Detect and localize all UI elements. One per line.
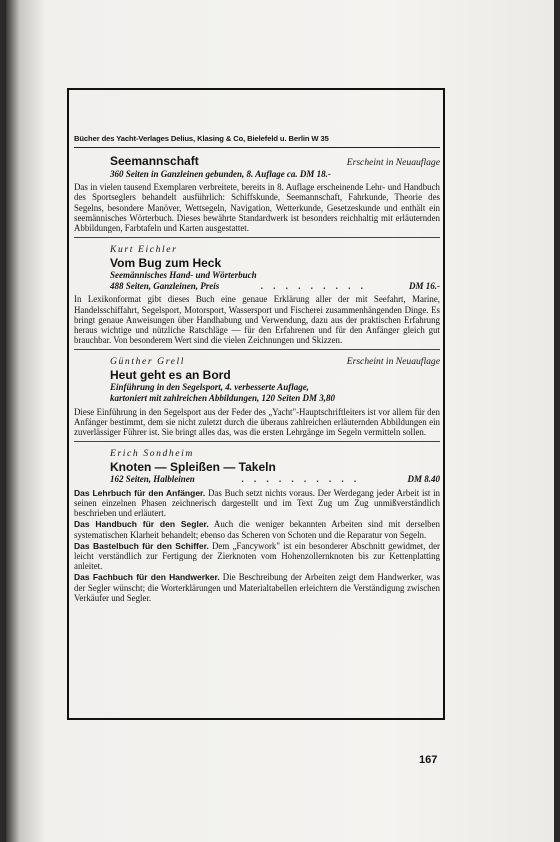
book-title: Heut geht es an Bord — [110, 368, 231, 383]
book-title: Knoten — Spleißen — Takeln — [110, 460, 276, 475]
book-title: Seemannschaft — [110, 153, 199, 168]
feature-text: Auch die weniger bekannten Arbeiten sind mit derselben systematischen Klarheit behandelt; ebenso das Scheren von Schoten und die Reparatur von Segeln. — [74, 519, 440, 540]
entry-divider — [74, 349, 440, 350]
book-subtitle: Einführung in den Segelsport, 4. verbesserte Auflage, — [110, 382, 309, 393]
book-details: 162 Seiten, Halbleinen — [110, 474, 195, 485]
leader-dots: . . . . . . . . . — [261, 280, 368, 291]
feature-text: Die Beschreibung der Arbeiten zeigt dem Handwerker, was der Segler wünscht; die Worterklärungen und Materialtabellen erleichtern die Verständigung zwischen Verkäufer und Segler. — [74, 572, 440, 603]
book-entry-seemannschaft — [74, 154, 440, 233]
page-content — [74, 134, 440, 603]
feature-lead: Das Fachbuch für den Handwerker. — [74, 572, 220, 583]
book-price: DM 16.- — [409, 280, 440, 291]
leader-dots: . . . . . . . . . . — [241, 474, 361, 485]
book-title: Vom Bug zum Heck — [110, 256, 222, 271]
publisher-header: Bücher des Yacht-Verlages Delius, Klasing & Co, Bielefeld u. Berlin W 35 — [74, 134, 329, 143]
book-details: kartoniert mit zahlreichen Abbildungen, 120 Seiten DM 3,80 — [110, 393, 335, 403]
book-description: Das in vielen tausend Exemplaren verbreitete, bereits in 8. Auflage erscheinende Lehr- und Handbuch des Sportseglers behandelt ausführlich: Schiffskunde, Seemannschaft, Fahrkunde, Theorie des Segelns, besondere Manöver, Wettsegeln, Navigation, Wetterkunde, Gesetzeskunde und enthält ein seemännisches Wörterbuch. Dieses bewährte Standardwerk ist besonders reichhaltig mit erläuternden Abbildungen, Farbtafeln und Karten ausgestattet. — [74, 182, 440, 233]
entry-divider — [74, 441, 440, 442]
feature-lead: Das Handbuch für den Segler. — [74, 519, 209, 530]
book-subtitle: Seemännisches Hand- und Wörterbuch — [110, 270, 257, 281]
book-page — [6, 0, 554, 842]
book-author: Kurt Eichler — [110, 244, 178, 256]
feature-text: Dem „Fancywork" ist ein besonderer Abschnitt gewidmet, der leicht verständlich zur Fertigung der Zierknoten vom Hohenzollernknoten bis zur Kettenplatting anleitet. — [74, 540, 440, 572]
book-details: 488 Seiten, Ganzleinen, Preis — [110, 280, 220, 291]
book-author: Erich Sondheim — [110, 448, 194, 460]
header-rule — [74, 147, 440, 148]
book-description: Diese Einführung in den Segelsport aus der Feder des „Yacht"-Hauptschriftleiters ist vor allem für den Anfänger bestimmt, dem sie nicht zuletzt durch die überaus zahlreichen erläuternden Abbildungen ein zuverlässiger Führer ist. Sie bringt alles das, was die ersten Lehrgänge im Segeln vermitteln sollen. — [74, 406, 440, 437]
feature-paragraph — [74, 488, 440, 519]
feature-paragraph — [74, 572, 440, 603]
feature-lead: Das Bastelbuch für den Schiffer. — [74, 540, 209, 551]
book-price: DM 8.40 — [407, 474, 440, 485]
book-description: In Lexikonformat gibt dieses Buch eine genaue Erklärung aller der mit Seefahrt, Marine, Handelsschiffahrt, Segelsport, Motorsport, Wassersport und Fischerei zusammenhängenden Dinge. Es bringt genaue Anweisungen über Handhabung und Verwendung, dazu aus der praktischen Erfahrung heraus wichtige und nützliche Ratschläge — für den Erfahrenen und für den Anfänger gleich gut brauchbar. Von besonderem Wert sind die vielen Zeichnungen und Skizzen. — [74, 294, 440, 346]
book-details: 360 Seiten in Ganzleinen gebunden, 8. Auflage ca. DM 18.- — [110, 168, 331, 179]
edition-note: Erscheint in Neuauflage — [346, 156, 440, 168]
book-entry-vom-bug-zum-heck — [74, 243, 440, 345]
book-author: Günther Grell — [110, 356, 186, 368]
book-entry-heut-geht-es-an-bord — [74, 355, 440, 437]
book-entry-knoten — [74, 447, 440, 603]
feature-text: Das Buch setzt nichts voraus. Der Werdegang jeder Arbeit ist in seinen einzelnen Phasen zeichnerisch dargestellt und im Text Zug um Zug unmißverständlich beschrieben und erläutert. — [74, 487, 440, 519]
page-number: 167 — [419, 754, 438, 766]
edition-note: Erscheint in Neuauflage — [346, 356, 440, 368]
feature-paragraph — [74, 541, 440, 572]
feature-paragraph — [74, 519, 440, 539]
feature-lead: Das Lehrbuch für den Anfänger. — [74, 487, 206, 498]
entry-divider — [74, 237, 440, 238]
